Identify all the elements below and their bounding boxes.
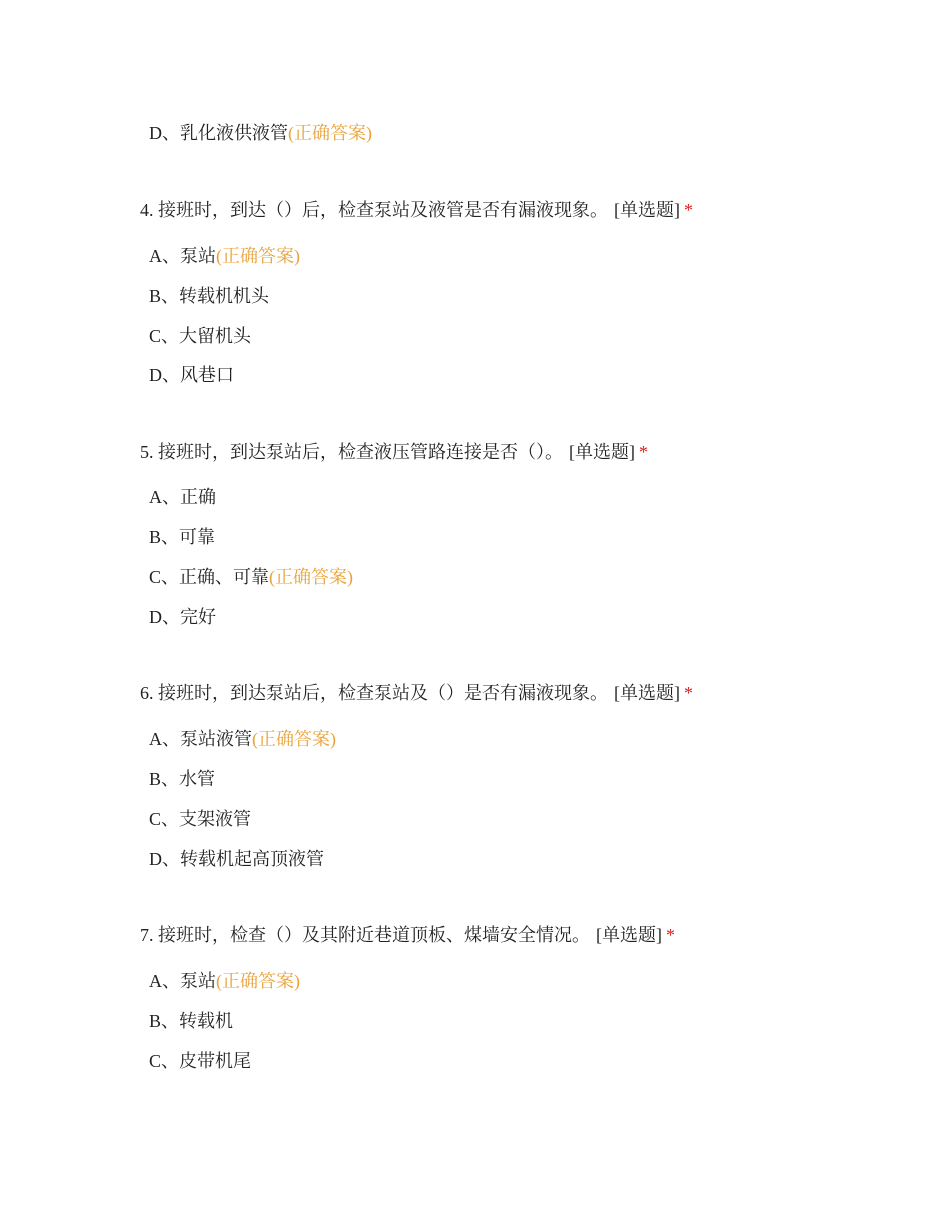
option-letter: C、 [149,809,180,829]
question-title [140,681,900,705]
option-5-a[interactable] [149,485,216,509]
option-letter: A、 [149,487,180,507]
option-7-b[interactable] [149,1009,233,1033]
required-marker: * [684,683,693,703]
option-6-b[interactable] [149,767,215,791]
option-letter: A、 [149,729,180,749]
option-letter: A、 [149,246,180,266]
option-4-b[interactable] [149,284,269,308]
question-title [140,440,900,464]
correct-answer-marker: (正确答案) [252,729,336,749]
option-text: 泵站 [180,971,216,991]
option-4-c[interactable] [149,324,251,348]
question-number: 6. [140,683,154,703]
question-type-label: [单选题] [614,683,680,703]
option-text: 可靠 [179,527,216,547]
option-letter: D、 [149,365,180,385]
correct-answer-marker: (正确答案) [288,123,372,143]
question-6 [140,681,900,705]
correct-answer-marker: (正确答案) [216,246,300,266]
option-text: 风巷口 [180,365,234,385]
option-5-d[interactable] [149,605,216,629]
option-text: 泵站 [180,246,216,266]
option-letter: C、 [149,326,180,346]
question-5 [140,440,900,464]
question-7 [140,923,900,947]
question-type-label: [单选题] [596,925,662,945]
option-6-d[interactable] [149,847,324,871]
option-text: 正确 [180,487,216,507]
required-marker: * [639,442,648,462]
option-letter: C、 [149,1051,180,1071]
option-letter: D、 [149,607,180,627]
option-letter: B、 [149,286,180,306]
option-6-c[interactable] [149,807,251,831]
option-letter: A、 [149,971,180,991]
question-text: 接班时，到达泵站后，检查泵站及（）是否有漏液现象。 [158,683,608,703]
option-7-c[interactable] [149,1049,251,1073]
question-text: 接班时，检查（）及其附近巷道顶板、煤墙安全情况。 [158,925,590,945]
option-text: 支架液管 [179,809,252,829]
option-letter: B、 [149,527,180,547]
question-4 [140,198,900,222]
option-letter: D、 [149,849,180,869]
option-text: 大留机头 [179,326,252,346]
option-p-d[interactable] [149,121,372,145]
question-text: 接班时，到达（）后，检查泵站及液管是否有漏液现象。 [158,200,608,220]
required-marker: * [666,925,675,945]
option-text: 皮带机尾 [179,1051,252,1071]
question-title [140,923,900,947]
option-text: 乳化液供液管 [180,123,288,143]
option-text: 转载机起高顶液管 [180,849,324,869]
option-7-a[interactable] [149,969,300,993]
question-number: 7. [140,925,154,945]
option-letter: B、 [149,769,180,789]
question-number: 4. [140,200,154,220]
option-text: 完好 [180,607,216,627]
option-4-d[interactable] [149,363,234,387]
option-text: 泵站液管 [180,729,252,749]
option-text: 转载机 [179,1011,234,1031]
option-5-b[interactable] [149,525,215,549]
option-4-a[interactable] [149,244,300,268]
option-5-c[interactable] [149,565,353,589]
question-text: 接班时，到达泵站后，检查液压管路连接是否（）。 [158,442,563,462]
question-type-label: [单选题] [614,200,680,220]
question-number: 5. [140,442,154,462]
correct-answer-marker: (正确答案) [269,567,354,587]
correct-answer-marker: (正确答案) [216,971,300,991]
question-type-label: [单选题] [569,442,635,462]
option-letter: C、 [149,567,180,587]
option-letter: D、 [149,123,180,143]
option-letter: B、 [149,1011,180,1031]
option-text: 转载机机头 [179,286,270,306]
required-marker: * [684,200,693,220]
question-title [140,198,900,222]
option-text: 正确、可靠 [179,567,270,587]
option-6-a[interactable] [149,727,336,751]
option-text: 水管 [179,769,216,789]
